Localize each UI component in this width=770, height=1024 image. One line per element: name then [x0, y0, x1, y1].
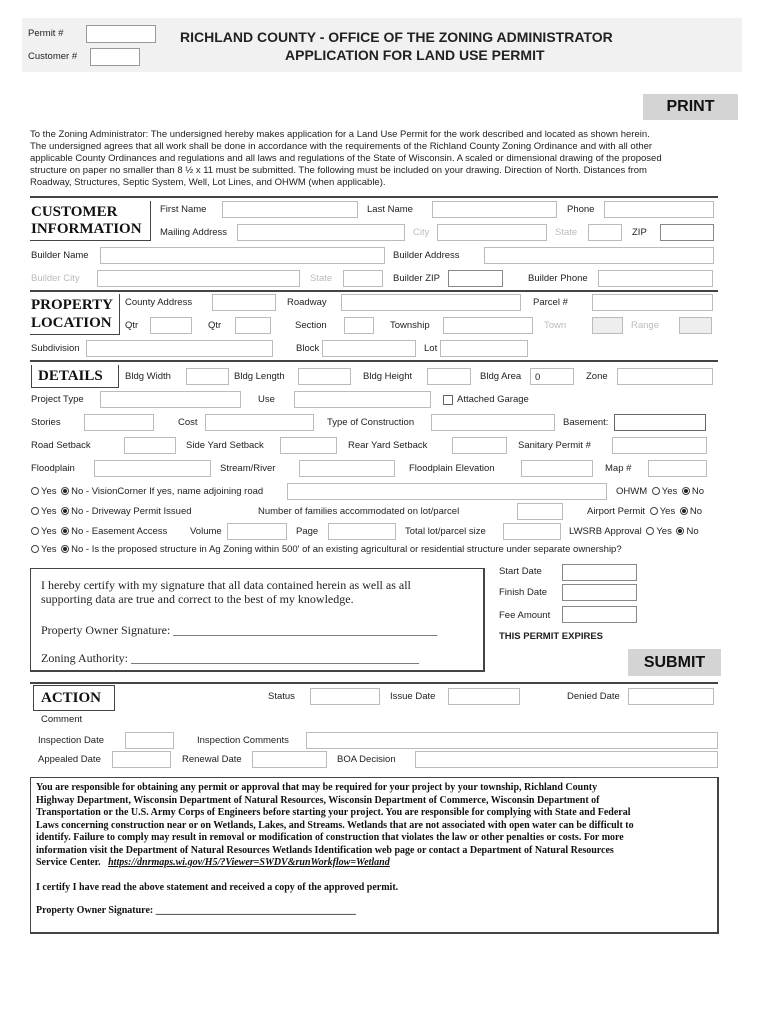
city-label: City — [413, 227, 430, 238]
stream-river-label: Stream/River — [220, 463, 276, 474]
qtr-input[interactable] — [150, 317, 192, 334]
block-label: Block — [296, 343, 320, 354]
lwsrb-label: LWSRB Approval — [569, 526, 642, 537]
notice-box — [30, 777, 719, 934]
boa-decision-input[interactable] — [415, 751, 718, 768]
yes-label: Yes — [41, 486, 57, 497]
township-label: Township — [390, 320, 430, 331]
phone-input[interactable] — [604, 201, 714, 218]
details-heading: DETAILS — [38, 368, 103, 384]
use-input[interactable] — [294, 391, 431, 408]
basement-select[interactable] — [614, 414, 706, 431]
zip-label: ZIP — [632, 227, 647, 238]
notice-line: identify. Failure to comply may result in removal or modification of construction that violates the law or other penalties or costs. For more — [36, 832, 624, 843]
issue-date-label: Issue Date — [390, 691, 436, 702]
ag-zoning-row — [31, 544, 622, 555]
roadway-label: Roadway — [287, 297, 327, 308]
easement-yes-radio[interactable] — [31, 527, 39, 535]
last-name-label: Last Name — [367, 204, 413, 215]
divider — [30, 196, 718, 198]
bldg-length-input[interactable] — [298, 368, 351, 385]
inspection-comments-label: Inspection Comments — [197, 735, 289, 746]
county-address-input[interactable] — [212, 294, 276, 311]
yes-label: Yes — [661, 486, 678, 497]
map-label: Map # — [605, 463, 632, 474]
road-setback-label: Road Setback — [31, 440, 91, 451]
zoning-authority-line[interactable]: Zoning Authority: ________________________________________________ — [41, 651, 419, 665]
builder-city-label: Builder City — [31, 273, 80, 284]
yes-label: Yes — [41, 526, 57, 537]
heading-box — [33, 685, 115, 711]
project-type-input[interactable] — [100, 391, 241, 408]
sanitary-permit-input[interactable] — [612, 437, 707, 454]
floodplain-input[interactable] — [94, 460, 211, 477]
no-label: No — [689, 506, 703, 517]
customer-input[interactable] — [90, 48, 140, 66]
builder-address-label: Builder Address — [393, 250, 460, 261]
stories-label: Stories — [31, 417, 61, 428]
attached-garage-label: Attached Garage — [457, 394, 529, 405]
builder-zip-label: Builder ZIP — [393, 273, 440, 284]
driveway-no-label: No - Driveway Permit Issued — [71, 506, 192, 517]
comment-label: Comment — [41, 714, 83, 725]
floodplain-elevation-input[interactable] — [521, 460, 593, 477]
type-of-construction-label: Type of Construction — [327, 417, 415, 428]
divider — [30, 682, 718, 684]
no-label: No — [691, 486, 705, 497]
cost-input[interactable] — [205, 414, 314, 431]
road-setback-input[interactable] — [124, 437, 176, 454]
start-date-input[interactable] — [562, 564, 637, 581]
bldg-area-value: 0 — [535, 372, 541, 383]
qtr-label: Qtr — [125, 320, 139, 331]
status-input[interactable] — [310, 688, 380, 705]
renewal-date-label: Renewal Date — [182, 754, 242, 765]
intro-line: Roadway, Structures, Septic System, Well, Lot Lines, and OHWM (when applicable). — [30, 177, 386, 188]
builder-address-input[interactable] — [484, 247, 714, 264]
stories-input[interactable] — [84, 414, 154, 431]
zone-label: Zone — [586, 371, 608, 382]
yes-label: Yes — [41, 506, 57, 517]
permit-expires-label: THIS PERMIT EXPIRES — [499, 631, 603, 642]
mailing-address-label: Mailing Address — [160, 227, 228, 238]
builder-phone-input[interactable] — [598, 270, 713, 287]
state-label: State — [555, 227, 578, 238]
notice-line — [36, 857, 717, 870]
customer-label: Customer # — [28, 51, 78, 62]
notice-line: Highway Department, Wisconsin Department of Natural Resources, Wisconsin Department of Commerce, Wisconsin Department of — [36, 794, 600, 806]
sanitary-permit-label: Sanitary Permit # — [518, 440, 591, 451]
wetlands-link[interactable]: https://dnrmaps.wi.gov/H5/?Viewer=SWDV&runWorkflow=Wetland — [108, 857, 390, 868]
rear-yard-setback-label: Rear Yard Setback — [348, 440, 428, 451]
inspection-date-label: Inspection Date — [38, 735, 105, 746]
builder-name-input[interactable] — [100, 247, 385, 264]
permit-label: Permit # — [28, 28, 64, 39]
type-of-construction-input[interactable] — [431, 414, 555, 431]
submit-button[interactable]: SUBMIT — [628, 649, 721, 676]
side-yard-setback-input[interactable] — [280, 437, 337, 454]
parcel-label: Parcel # — [533, 297, 568, 308]
certify-line: supporting data are true and correct to the best of my knowledge. — [41, 592, 354, 606]
driveway-yes-radio[interactable] — [31, 507, 39, 515]
vision-corner-row — [31, 486, 263, 497]
num-families-input[interactable] — [517, 503, 563, 520]
phone-label: Phone — [567, 204, 595, 215]
bldg-length-label: Bldg Length — [234, 371, 285, 382]
qtr-input[interactable] — [235, 317, 271, 334]
builder-name-label: Builder Name — [31, 250, 89, 261]
heading-box — [31, 365, 119, 388]
form-title-2: APPLICATION FOR LAND USE PERMIT — [285, 47, 545, 63]
airport-no-radio[interactable] — [680, 507, 688, 515]
volume-input[interactable] — [227, 523, 287, 540]
start-date-label: Start Date — [499, 566, 542, 577]
inspection-date-input[interactable] — [125, 732, 174, 749]
ohwm-no-radio[interactable] — [682, 487, 690, 495]
bldg-height-input[interactable] — [427, 368, 471, 385]
city-input[interactable] — [437, 224, 547, 241]
parcel-input[interactable] — [592, 294, 713, 311]
ohwm-yes-radio[interactable] — [652, 487, 660, 495]
notice-certify: I certify I have read the above statement and received a copy of the approved permit. — [36, 881, 399, 893]
volume-label: Volume — [190, 526, 222, 537]
lot-size-label: Total lot/parcel size — [405, 526, 486, 537]
divider — [30, 290, 718, 292]
airport-yes-radio[interactable] — [650, 507, 658, 515]
page-input[interactable] — [328, 523, 396, 540]
attached-garage-checkbox[interactable] — [443, 395, 453, 405]
first-name-input[interactable] — [222, 201, 358, 218]
easement-no-radio[interactable] — [61, 527, 69, 535]
notice-line: information visit the Department of Natural Resources Wetlands Identification web page or contact a Department of Natural Resources — [36, 844, 614, 856]
heading-side — [119, 294, 120, 334]
owner-signature-line[interactable]: Property Owner Signature: ____________________________________________ — [41, 623, 438, 637]
bldg-height-label: Bldg Height — [363, 371, 413, 382]
vision-no-radio[interactable] — [61, 487, 69, 495]
notice-line: You are responsible for obtaining any permit or approval that may be required for your project by your township, Richland County — [36, 782, 598, 793]
divider — [30, 360, 718, 362]
builder-phone-label: Builder Phone — [528, 273, 588, 284]
map-input[interactable] — [648, 460, 707, 477]
intro-line: To the Zoning Administrator: The undersigned hereby makes application for a Land Use Permit for the work described and located as shown herein. — [30, 129, 650, 140]
heading-side — [150, 201, 151, 241]
town-label: Town — [544, 320, 567, 331]
service-center-text: Service Center. — [36, 857, 101, 868]
range-label: Range — [631, 320, 659, 331]
floodplain-elevation-label: Floodplain Elevation — [409, 463, 495, 474]
driveway-row — [31, 506, 192, 517]
page-label: Page — [296, 526, 319, 537]
renewal-date-input[interactable] — [252, 751, 327, 768]
finish-date-input[interactable] — [562, 584, 637, 601]
fee-amount-label: Fee Amount — [499, 610, 551, 621]
boa-decision-label: BOA Decision — [337, 754, 396, 765]
permit-input[interactable] — [86, 25, 156, 43]
easement-no-label: No - Easement Access — [71, 526, 168, 537]
town-input[interactable] — [592, 317, 623, 334]
heading-underline — [30, 334, 120, 335]
driveway-no-radio[interactable] — [61, 507, 69, 515]
bldg-area-label: Bldg Area — [480, 371, 522, 382]
builder-state-input[interactable] — [343, 270, 383, 287]
form-title-1: RICHLAND COUNTY - OFFICE OF THE ZONING ADMINISTRATOR — [180, 29, 613, 45]
airport-row — [587, 506, 702, 517]
builder-city-input[interactable] — [97, 270, 300, 287]
subdivision-label: Subdivision — [31, 343, 80, 354]
easement-row — [31, 526, 167, 537]
vision-no-label: No - VisionCorner If yes, name adjoining road — [71, 486, 264, 497]
roadway-input[interactable] — [341, 294, 521, 311]
builder-zip-input[interactable] — [448, 270, 503, 287]
issue-date-input[interactable] — [448, 688, 520, 705]
no-label: No — [686, 526, 699, 537]
section-input[interactable] — [344, 317, 374, 334]
lwsrb-no-radio[interactable] — [676, 527, 684, 535]
property-heading: LOCATION — [31, 315, 112, 331]
lot-input[interactable] — [440, 340, 528, 357]
floodplain-label: Floodplain — [31, 463, 75, 474]
state-input[interactable] — [588, 224, 622, 241]
denied-date-label: Denied Date — [567, 691, 620, 702]
lwsrb-yes-radio[interactable] — [646, 527, 654, 535]
intro-line: The undersigned agrees that all work shall be done in accordance with the requirements of the Richland County Zoning Ordinance and with all other — [30, 141, 653, 152]
range-input[interactable] — [679, 317, 712, 334]
first-name-label: First Name — [160, 204, 207, 215]
notice-line: Laws concerning construction near or on Wetlands, Lakes, and Streams. Wetlands that are not associated with open water can be difficult to — [36, 819, 634, 831]
zone-input[interactable] — [617, 368, 713, 385]
denied-date-input[interactable] — [628, 688, 714, 705]
vision-yes-radio[interactable] — [31, 487, 39, 495]
mailing-address-input[interactable] — [237, 224, 405, 241]
notice-line: Transportation or the U.S. Army Corps of Engineers before starting your project. You are responsible for complying with State and Federal — [36, 807, 631, 818]
last-name-input[interactable] — [432, 201, 557, 218]
yes-label: Yes — [41, 544, 57, 555]
ag-yes-radio[interactable] — [31, 545, 39, 553]
ag-no-radio[interactable] — [61, 545, 69, 553]
county-address-label: County Address — [125, 297, 193, 308]
appealed-date-input[interactable] — [112, 751, 171, 768]
certify-line: I hereby certify with my signature that all data contained herein as well as all — [41, 578, 411, 592]
cost-label: Cost — [178, 417, 198, 428]
action-heading: ACTION — [41, 690, 102, 706]
bldg-width-input[interactable] — [186, 368, 229, 385]
section-label: Section — [295, 320, 327, 331]
ohwm-row — [616, 486, 704, 497]
bldg-area-input[interactable] — [530, 368, 574, 385]
intro-line: structure on paper no smaller than 8 ½ x 11 must be submitted. The following must be included on your drawing. Direction of North. Distances from — [30, 165, 647, 176]
customer-heading: INFORMATION — [31, 221, 142, 237]
status-label: Status — [268, 691, 295, 702]
zip-input[interactable] — [660, 224, 714, 241]
ohwm-label: OHWM — [616, 486, 648, 497]
block-input[interactable] — [322, 340, 416, 357]
ag-no-label: No - Is the proposed structure in Ag Zoning within 500' of an existing agricultural or residential structure under separate ownership? — [71, 544, 622, 555]
township-input[interactable] — [443, 317, 533, 334]
num-families-label: Number of families accommodated on lot/parcel — [258, 506, 460, 517]
rear-yard-setback-input[interactable] — [452, 437, 507, 454]
inspection-comments-input[interactable] — [306, 732, 718, 749]
fee-amount-input[interactable] — [562, 606, 637, 623]
lwsrb-row — [569, 526, 699, 537]
intro-line: applicable County Ordinances and regulations and all laws and regulations of the State of Wisconsin. A scaled or dimensional drawing of the proposed — [30, 153, 662, 164]
qtr-label: Qtr — [208, 320, 222, 331]
basement-label: Basement: — [563, 417, 609, 428]
use-label: Use — [258, 394, 275, 405]
customer-heading: CUSTOMER — [31, 204, 118, 220]
adjoining-road-input[interactable] — [287, 483, 607, 500]
lot-label: Lot — [424, 343, 438, 354]
project-type-label: Project Type — [31, 394, 84, 405]
stream-river-input[interactable] — [299, 460, 395, 477]
lot-size-input[interactable] — [503, 523, 561, 540]
airport-permit-label: Airport Permit — [587, 506, 646, 517]
yes-label: Yes — [659, 506, 676, 517]
property-heading: PROPERTY — [31, 297, 113, 313]
heading-underline — [30, 240, 150, 241]
builder-state-label: State — [310, 273, 333, 284]
subdivision-input[interactable] — [86, 340, 273, 357]
print-button[interactable]: PRINT — [643, 94, 738, 120]
notice-signature[interactable]: Property Owner Signature: ________________________________________ — [36, 905, 356, 916]
finish-date-label: Finish Date — [499, 587, 548, 598]
appealed-date-label: Appealed Date — [38, 754, 101, 765]
bldg-width-label: Bldg Width — [125, 371, 171, 382]
yes-label: Yes — [656, 526, 672, 537]
side-yard-setback-label: Side Yard Setback — [186, 440, 264, 451]
